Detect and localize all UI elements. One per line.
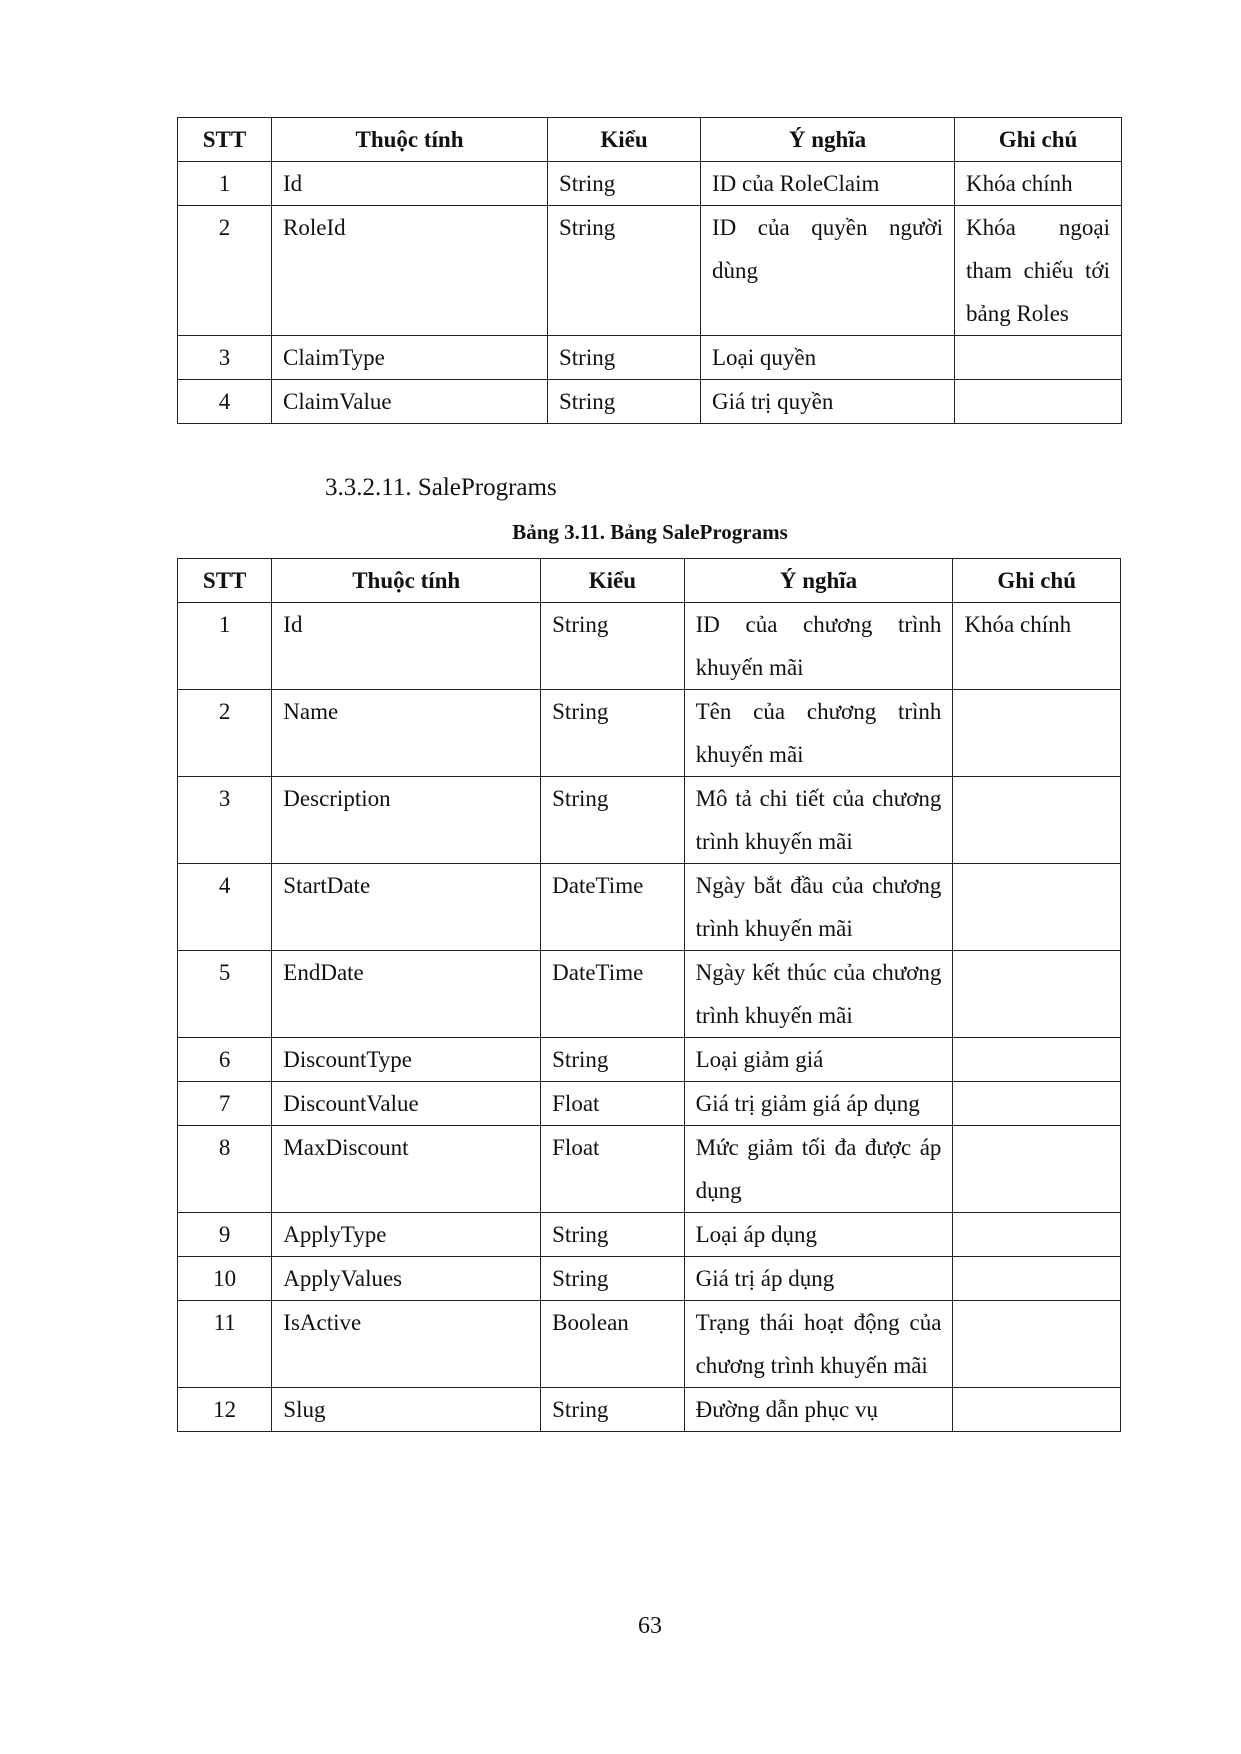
column-header-note: Ghi chú [953, 559, 1121, 603]
cell-note [953, 777, 1121, 864]
cell-type: String [541, 777, 684, 864]
column-header-stt: STT [178, 118, 272, 162]
cell-type: Float [541, 1082, 684, 1126]
cell-attribute: ApplyType [272, 1213, 541, 1257]
table-row [178, 1257, 1121, 1301]
column-header-stt: STT [178, 559, 272, 603]
table-row [178, 1082, 1121, 1126]
table-row [178, 603, 1121, 690]
cell-meaning: ID của RoleClaim [701, 162, 955, 206]
table-row [178, 380, 1122, 424]
section-heading: 3.3.2.11. SalePrograms [325, 474, 557, 501]
cell-meaning: Ngày bắt đầu của chương trình khuyến mãi [684, 864, 953, 951]
cell-attribute: ClaimType [272, 336, 548, 380]
cell-stt: 2 [178, 690, 272, 777]
cell-stt: 3 [178, 777, 272, 864]
cell-type: String [548, 336, 701, 380]
cell-type: DateTime [541, 951, 684, 1038]
cell-stt: 12 [178, 1388, 272, 1432]
cell-note: Khóa chính [953, 603, 1121, 690]
table-row [178, 1126, 1121, 1213]
cell-attribute: Id [272, 603, 541, 690]
cell-note: Khóa ngoại tham chiếu tới bảng Roles [955, 206, 1122, 336]
cell-note [953, 1257, 1121, 1301]
saleprograms-table [177, 558, 1121, 1432]
cell-meaning: Ngày kết thúc của chương trình khuyến mãi [684, 951, 953, 1038]
cell-note [953, 1038, 1121, 1082]
table-row [178, 162, 1122, 206]
cell-stt: 3 [178, 336, 272, 380]
cell-attribute: Slug [272, 1388, 541, 1432]
cell-note [953, 951, 1121, 1038]
cell-type: String [541, 1213, 684, 1257]
cell-meaning: Mức giảm tối đa được áp dụng [684, 1126, 953, 1213]
column-header-meaning: Ý nghĩa [684, 559, 953, 603]
cell-type: String [548, 162, 701, 206]
cell-stt: 4 [178, 380, 272, 424]
cell-type: String [541, 1257, 684, 1301]
cell-type: String [541, 1038, 684, 1082]
cell-attribute: Name [272, 690, 541, 777]
table-header-row [178, 559, 1121, 603]
column-header-attribute: Thuộc tính [272, 559, 541, 603]
cell-note [953, 1126, 1121, 1213]
cell-note [953, 1388, 1121, 1432]
table-row [178, 1213, 1121, 1257]
cell-meaning: Mô tả chi tiết của chương trình khuyến mãi [684, 777, 953, 864]
column-header-note: Ghi chú [955, 118, 1122, 162]
table-row [178, 951, 1121, 1038]
cell-meaning: ID của chương trình khuyến mãi [684, 603, 953, 690]
cell-meaning: Trạng thái hoạt động của chương trình khuyến mãi [684, 1301, 953, 1388]
cell-attribute: DiscountType [272, 1038, 541, 1082]
column-header-meaning: Ý nghĩa [701, 118, 955, 162]
table-row [178, 1388, 1121, 1432]
roleclaims-table [177, 117, 1122, 424]
cell-note [953, 1213, 1121, 1257]
cell-attribute: RoleId [272, 206, 548, 336]
table-row [178, 206, 1122, 336]
cell-meaning: Giá trị quyền [701, 380, 955, 424]
cell-type: String [548, 206, 701, 336]
cell-attribute: ClaimValue [272, 380, 548, 424]
cell-stt: 9 [178, 1213, 272, 1257]
cell-attribute: StartDate [272, 864, 541, 951]
cell-meaning: Loại quyền [701, 336, 955, 380]
cell-type: Float [541, 1126, 684, 1213]
cell-stt: 6 [178, 1038, 272, 1082]
cell-stt: 11 [178, 1301, 272, 1388]
cell-meaning: Tên của chương trình khuyến mãi [684, 690, 953, 777]
cell-stt: 1 [178, 162, 272, 206]
cell-stt: 4 [178, 864, 272, 951]
cell-type: String [541, 1388, 684, 1432]
cell-meaning: Đường dẫn phục vụ [684, 1388, 953, 1432]
cell-meaning: Giá trị giảm giá áp dụng [684, 1082, 953, 1126]
cell-note [953, 1082, 1121, 1126]
cell-attribute: Id [272, 162, 548, 206]
cell-attribute: Description [272, 777, 541, 864]
table-header-row [178, 118, 1122, 162]
cell-stt: 1 [178, 603, 272, 690]
cell-attribute: MaxDiscount [272, 1126, 541, 1213]
cell-stt: 10 [178, 1257, 272, 1301]
cell-attribute: DiscountValue [272, 1082, 541, 1126]
cell-attribute: ApplyValues [272, 1257, 541, 1301]
table-row [178, 864, 1121, 951]
table-caption: Bảng 3.11. Bảng SalePrograms [512, 520, 788, 544]
cell-attribute: EndDate [272, 951, 541, 1038]
cell-stt: 7 [178, 1082, 272, 1126]
cell-stt: 2 [178, 206, 272, 336]
cell-note [953, 1301, 1121, 1388]
cell-meaning: ID của quyền người dùng [701, 206, 955, 336]
table-row [178, 1038, 1121, 1082]
column-header-attribute: Thuộc tính [272, 118, 548, 162]
table-row [178, 690, 1121, 777]
cell-note [953, 690, 1121, 777]
cell-type: DateTime [541, 864, 684, 951]
cell-attribute: IsActive [272, 1301, 541, 1388]
table-row [178, 336, 1122, 380]
column-header-type: Kiểu [541, 559, 684, 603]
cell-type: String [541, 603, 684, 690]
cell-stt: 5 [178, 951, 272, 1038]
column-header-type: Kiểu [548, 118, 701, 162]
cell-type: String [548, 380, 701, 424]
cell-type: String [541, 690, 684, 777]
cell-meaning: Loại giảm giá [684, 1038, 953, 1082]
cell-meaning: Loại áp dụng [684, 1213, 953, 1257]
cell-note: Khóa chính [955, 162, 1122, 206]
table-row [178, 1301, 1121, 1388]
page-number: 63 [638, 1613, 662, 1639]
cell-note [955, 380, 1122, 424]
cell-note [953, 864, 1121, 951]
cell-type: Boolean [541, 1301, 684, 1388]
cell-meaning: Giá trị áp dụng [684, 1257, 953, 1301]
cell-note [955, 336, 1122, 380]
cell-stt: 8 [178, 1126, 272, 1213]
table-row [178, 777, 1121, 864]
